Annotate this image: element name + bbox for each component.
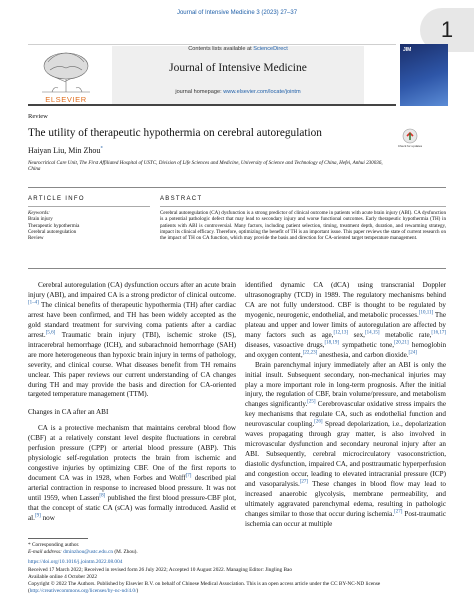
- article-type-label: Review: [28, 113, 48, 120]
- article-authors: [28, 146, 103, 155]
- body-paragraph: Brain parenchymal injury immediately after an ABI is only the initial insult. Subsequent secondary, non-mechanical injuries may play a more important role in long-term prognosis. After the initial injury, the regulation of CBF, brain volume/pressure, and metabolism changes significantly.[25] Cerebrovascular oxidative stress impairs the key mechanisms that regulate CA, such as endothelial function and neurovascular coupling.[26] Spread depolarization, i.e., depolarization waves propagating through gray matter, is also involved in microvascular dysfunction and secondary neuronal injury after an ABI. Subsequently, cerebral microcirculatory vasoconstriction, diastolic dysfunction, impaired CA, and posttraumatic hyperperfusion and congestion occur, leading to elevated intracranial pressure (ICP) and vasoparalysis.[27] These changes in blood flow may lead to increased anaerobic glycolysis, membrane permeability, and ultimately aggravated parenchymal edema, resulting in pathologic changes similar to those that occur during ischemia.[27] Post-traumatic ischemia can occur at multiple: [245, 360, 447, 528]
- authors-names: Haiyan Liu, Min Zhou: [28, 146, 101, 155]
- citation-link[interactable]: [18,19]: [324, 340, 340, 346]
- citation-link[interactable]: [27]: [394, 509, 403, 515]
- citation-link[interactable]: [14,15]: [364, 330, 380, 336]
- available-online: Available online 4 October 2022: [28, 573, 98, 580]
- divider-top: [28, 187, 446, 188]
- page-number-badge: 1: [420, 8, 474, 52]
- body-column-right: [245, 281, 446, 530]
- article-info-heading: ARTICLE INFO: [28, 196, 85, 202]
- received-dates: Received 17 March 2022; Received in revised form 26 July 2022; Accepted 10 August 2022. Managing Editor: Jingling Bao: [28, 566, 293, 573]
- contents-available-line: [112, 46, 364, 52]
- section-heading: Changes in CA after an ABI: [28, 408, 109, 417]
- citation-link[interactable]: [22,23]: [302, 350, 318, 356]
- citation-link[interactable]: [26]: [314, 419, 323, 425]
- sciencedirect-link[interactable]: ScienceDirect: [253, 46, 288, 52]
- author-affiliation: Neurocritical Care Unit, The First Affiliated Hospital of USTC, Division of Life Sciences and Medicine, University of Science and Technology of China, Hefei, Anhui 230036, China: [28, 160, 383, 173]
- journal-cover-image: [400, 44, 448, 106]
- citation-link[interactable]: [9]: [34, 513, 41, 519]
- running-title[interactable]: Journal of Intensive Medicine 3 (2023) 27–37: [176, 10, 298, 16]
- body-column-left: [28, 281, 236, 524]
- keyword-item: Brain injury: [28, 216, 53, 223]
- footnote-divider: [28, 538, 88, 539]
- divider-bottom: [28, 268, 446, 269]
- citation-link[interactable]: [5,6]: [45, 330, 56, 336]
- email-link[interactable]: dminzhou@ustc.edu.cn: [63, 549, 114, 556]
- check-for-updates-icon[interactable]: [397, 128, 423, 152]
- citation-link[interactable]: [20,21]: [394, 340, 409, 346]
- keyword-item: Review: [28, 235, 44, 242]
- article-title: The utility of therapeutic hypothermia on cerebral autoregulation: [28, 127, 322, 139]
- body-paragraph: CA is a protective mechanism that maintains cerebral blood flow (CBF) at a relatively constant level despite fluctuations in cerebral perfusion pressure (CPP) or arterial blood pressure (ABP). This physiologic self-regulation protects the brain from ischemic and congestive injuries by optimizing CBF. One of the first reports to document CA was in 1928, when Forbes and Wolff[7] described pial arterial contraction in response to increased blood pressure. It was not until 1959, when Lassen[8] published the first blood pressure-CBF plot, that the concept of static CA (sCA) was formally introduced. Aaslid et al.[9] now: [28, 424, 237, 522]
- body-paragraph: identified dynamic CA (dCA) using transcranial Doppler ultrasonography (TCD) in 1989. The regulatory mechanisms behind CA are not fully understood. CBF is thought to be regulated by myogenic, neurogenic, endothelial, and metabolic processes.[10,11] The plateau and upper and lower limits of autoregulation are affected by many factors such as age,[12,13] sex,[14,15] metabolic rate,[16,17] diseases, vasoactive drugs,[18,19] sympathetic tone,[20,21] hemoglobin and oxygen content,[22,23] anesthesia, and carbon dioxide.[24]: [245, 281, 447, 359]
- abstract-heading: ABSTRACT: [160, 196, 203, 202]
- check-updates-text: Check for updates: [397, 144, 423, 148]
- citation-link[interactable]: [1–4]: [28, 300, 39, 306]
- citation-link[interactable]: [8]: [99, 493, 106, 499]
- doi-link[interactable]: https://doi.org/10.1016/j.jointm.2022.08.004: [28, 559, 123, 566]
- keyword-item: Cerebral autoregulation: [28, 229, 77, 236]
- journal-homepage-line: [112, 89, 364, 95]
- license-link[interactable]: http://creativecommons.org/licenses/by-nc-nd/4.0/: [29, 588, 137, 595]
- citation-link[interactable]: [12,13]: [333, 330, 349, 336]
- journal-homepage-link[interactable]: www.elsevier.com/locate/jointm: [223, 89, 301, 95]
- contents-prefix: Contents lists available at: [188, 46, 254, 52]
- citation-link[interactable]: [7]: [185, 473, 192, 479]
- email-line: E-mail address: dminzhou@ustc.edu.cn (M. Zhou).: [28, 549, 138, 556]
- journal-title: Journal of Intensive Medicine: [169, 62, 307, 74]
- journal-header-panel: [112, 46, 364, 104]
- keyword-item: Therapeutic hypothermia: [28, 222, 80, 229]
- corresponding-author-note: * Corresponding author.: [28, 542, 80, 548]
- abstract-text: Cerebral autoregulation (CA) dysfunction is a strong predictor of clinical outcome in patients with acute brain injury (ABI). CA dysfunction is a potential pathologic defect that may lead to secondary injury and worse functional outcomes. Early therapeutic hypothermia (TH) in patients with ABI is controversial. Many factors, including patient selection, timing, treatment depth, duration, and rewarming strategy, impact its clinical efficacy. Therefore, optimizing the benefit of TH is an important issue. This paper reviews the state of current research on the impact of TH on CA function, which may provide the basis and direction for CA-oriented target temperature management.: [160, 210, 446, 242]
- citation-link[interactable]: [24]: [408, 350, 417, 356]
- corresponding-mark[interactable]: *: [100, 146, 103, 152]
- info-divider: [28, 206, 150, 207]
- copyright-notice: Copyright © 2022 The Authors. Published by Elsevier B.V. on behalf of Chinese Medical Association. This is an open access article under the CC BY-NC-ND license (http://creativecommons.org/licenses/by-nc-nd/4.0/): [28, 581, 381, 595]
- email-label: E-mail address:: [28, 549, 64, 556]
- abstract-divider: [160, 206, 446, 207]
- article-footer: [28, 542, 448, 595]
- journal-cover-label: JIM: [403, 47, 412, 53]
- body-paragraph: Cerebral autoregulation (CA) dysfunction occurs after an acute brain injury (ABI), and impaired CA is a strong predictor of clinical outcome.[1–4] The clinical benefits of therapeutic hypothermia (TH) after cardiac arrest have been confirmed, and TH has been widely accepted as the gold standard treatment for surviving coma patients after a cardiac arrest.[5,6] Traumatic brain injury (TBI), ischemic stroke (IS), intracerebral hemorrhage (ICH), and subarachnoid hemorrhage (SAH) are more heterogeneous than hypoxic brain injury in terms of pathology, severity, and clinical course. What diseases benefit from TH remains unclear. This paper reviews our current understanding of CA changes during TH and may provide the basis and direction for CA-oriented targeted temperature management (TTM).: [28, 281, 236, 399]
- keywords-block: [28, 210, 150, 242]
- homepage-prefix: journal homepage:: [175, 89, 224, 95]
- citation-link[interactable]: [16,17]: [431, 330, 447, 336]
- citation-link[interactable]: [27]: [299, 479, 309, 485]
- elsevier-wordmark: ELSEVIER: [45, 95, 87, 104]
- keywords-label: Keywords:: [28, 210, 50, 216]
- citation-link[interactable]: [10,11]: [418, 310, 434, 316]
- citation-link[interactable]: [25]: [307, 400, 316, 406]
